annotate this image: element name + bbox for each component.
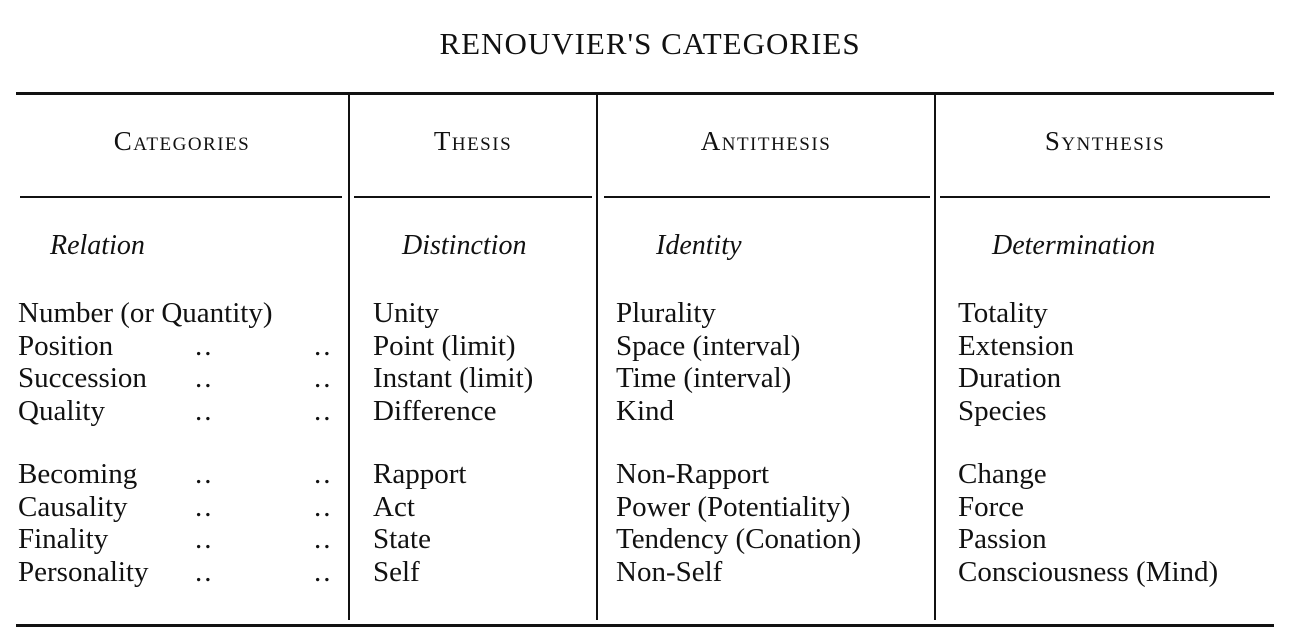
antithesis-cell: Time (interval) xyxy=(616,362,792,394)
bottom-rule xyxy=(16,624,1274,627)
synthesis-cell: Passion xyxy=(958,523,1047,555)
category-label: Position xyxy=(18,329,114,362)
table-row xyxy=(18,297,348,330)
group-gap xyxy=(373,427,533,458)
category-label: Personality xyxy=(18,555,149,588)
leader-dots: .. xyxy=(195,555,214,588)
header-rule xyxy=(354,196,592,198)
antithesis-cell: Space (interval) xyxy=(616,329,801,362)
subheader-determination: Determination xyxy=(992,230,1156,261)
leader-dots: .. xyxy=(195,394,214,427)
thesis-cell: Act xyxy=(373,490,415,523)
antithesis-cell: Non-Self xyxy=(616,555,723,588)
table-row xyxy=(18,556,348,589)
top-rule xyxy=(16,92,1274,95)
category-label: Succession xyxy=(18,362,147,394)
leader-dots: .. xyxy=(314,362,333,394)
category-label: Causality xyxy=(18,490,128,523)
thesis-cell: State xyxy=(373,523,431,555)
group-gap xyxy=(18,427,348,458)
leader-dots: .. xyxy=(314,490,333,523)
leader-dots: .. xyxy=(195,362,214,394)
leader-dots: .. xyxy=(314,458,333,490)
antithesis-cell: Plurality xyxy=(616,297,716,329)
category-label: Finality xyxy=(18,523,109,555)
antithesis-cell: Power (Potentiality) xyxy=(616,490,851,523)
synthesis-cell: Duration xyxy=(958,362,1062,394)
column-divider xyxy=(348,95,350,620)
subheader-relation: Relation xyxy=(50,230,145,261)
leader-dots: .. xyxy=(314,329,333,362)
antithesis-cell: Non-Rapport xyxy=(616,458,770,490)
synthesis-column xyxy=(958,297,1218,588)
thesis-cell: Point (limit) xyxy=(373,329,516,362)
leader-dots: .. xyxy=(195,329,214,362)
table-row xyxy=(18,362,348,395)
header-categories: Categories xyxy=(113,126,251,156)
header-rule xyxy=(604,196,930,198)
thesis-cell: Unity xyxy=(373,297,440,329)
thesis-column xyxy=(373,297,533,588)
leader-dots: .. xyxy=(195,523,214,555)
antithesis-column xyxy=(616,297,861,588)
leader-dots: .. xyxy=(314,523,333,555)
category-label: Becoming xyxy=(18,458,138,490)
category-label: Number (or Quantity) xyxy=(18,297,273,329)
table-row xyxy=(18,523,348,556)
antithesis-cell: Kind xyxy=(616,394,674,427)
header-synthesis: Synthesis xyxy=(1044,126,1166,156)
leader-dots: .. xyxy=(314,555,333,588)
column-divider xyxy=(596,95,598,620)
synthesis-cell: Extension xyxy=(958,329,1074,362)
synthesis-cell: Consciousness (Mind) xyxy=(958,555,1219,588)
table-row xyxy=(18,330,348,363)
leader-dots: .. xyxy=(195,458,214,490)
subheader-distinction: Distinction xyxy=(402,230,527,261)
thesis-cell: Difference xyxy=(373,394,497,427)
table-row xyxy=(18,491,348,524)
table-row xyxy=(18,395,348,428)
table-title: RENOUVIER'S CATEGORIES xyxy=(439,26,861,61)
leader-dots: .. xyxy=(314,394,333,427)
thesis-cell: Rapport xyxy=(373,458,467,490)
subheader-identity: Identity xyxy=(656,230,742,261)
table-row xyxy=(18,458,348,491)
column-divider xyxy=(934,95,936,620)
leader-dots: .. xyxy=(195,490,214,523)
antithesis-cell: Tendency (Conation) xyxy=(616,523,862,555)
synthesis-cell: Change xyxy=(958,458,1047,490)
thesis-cell: Self xyxy=(373,555,420,588)
group-gap xyxy=(958,427,1218,458)
header-thesis: Thesis xyxy=(433,126,513,156)
header-antithesis: Antithesis xyxy=(700,126,832,156)
categories-column xyxy=(18,297,348,588)
header-rule xyxy=(20,196,342,198)
synthesis-cell: Species xyxy=(958,394,1047,427)
group-gap xyxy=(616,427,861,458)
category-label: Quality xyxy=(18,394,105,427)
thesis-cell: Instant (limit) xyxy=(373,362,534,394)
synthesis-cell: Force xyxy=(958,490,1025,523)
synthesis-cell: Totality xyxy=(958,297,1048,329)
header-rule xyxy=(940,196,1270,198)
